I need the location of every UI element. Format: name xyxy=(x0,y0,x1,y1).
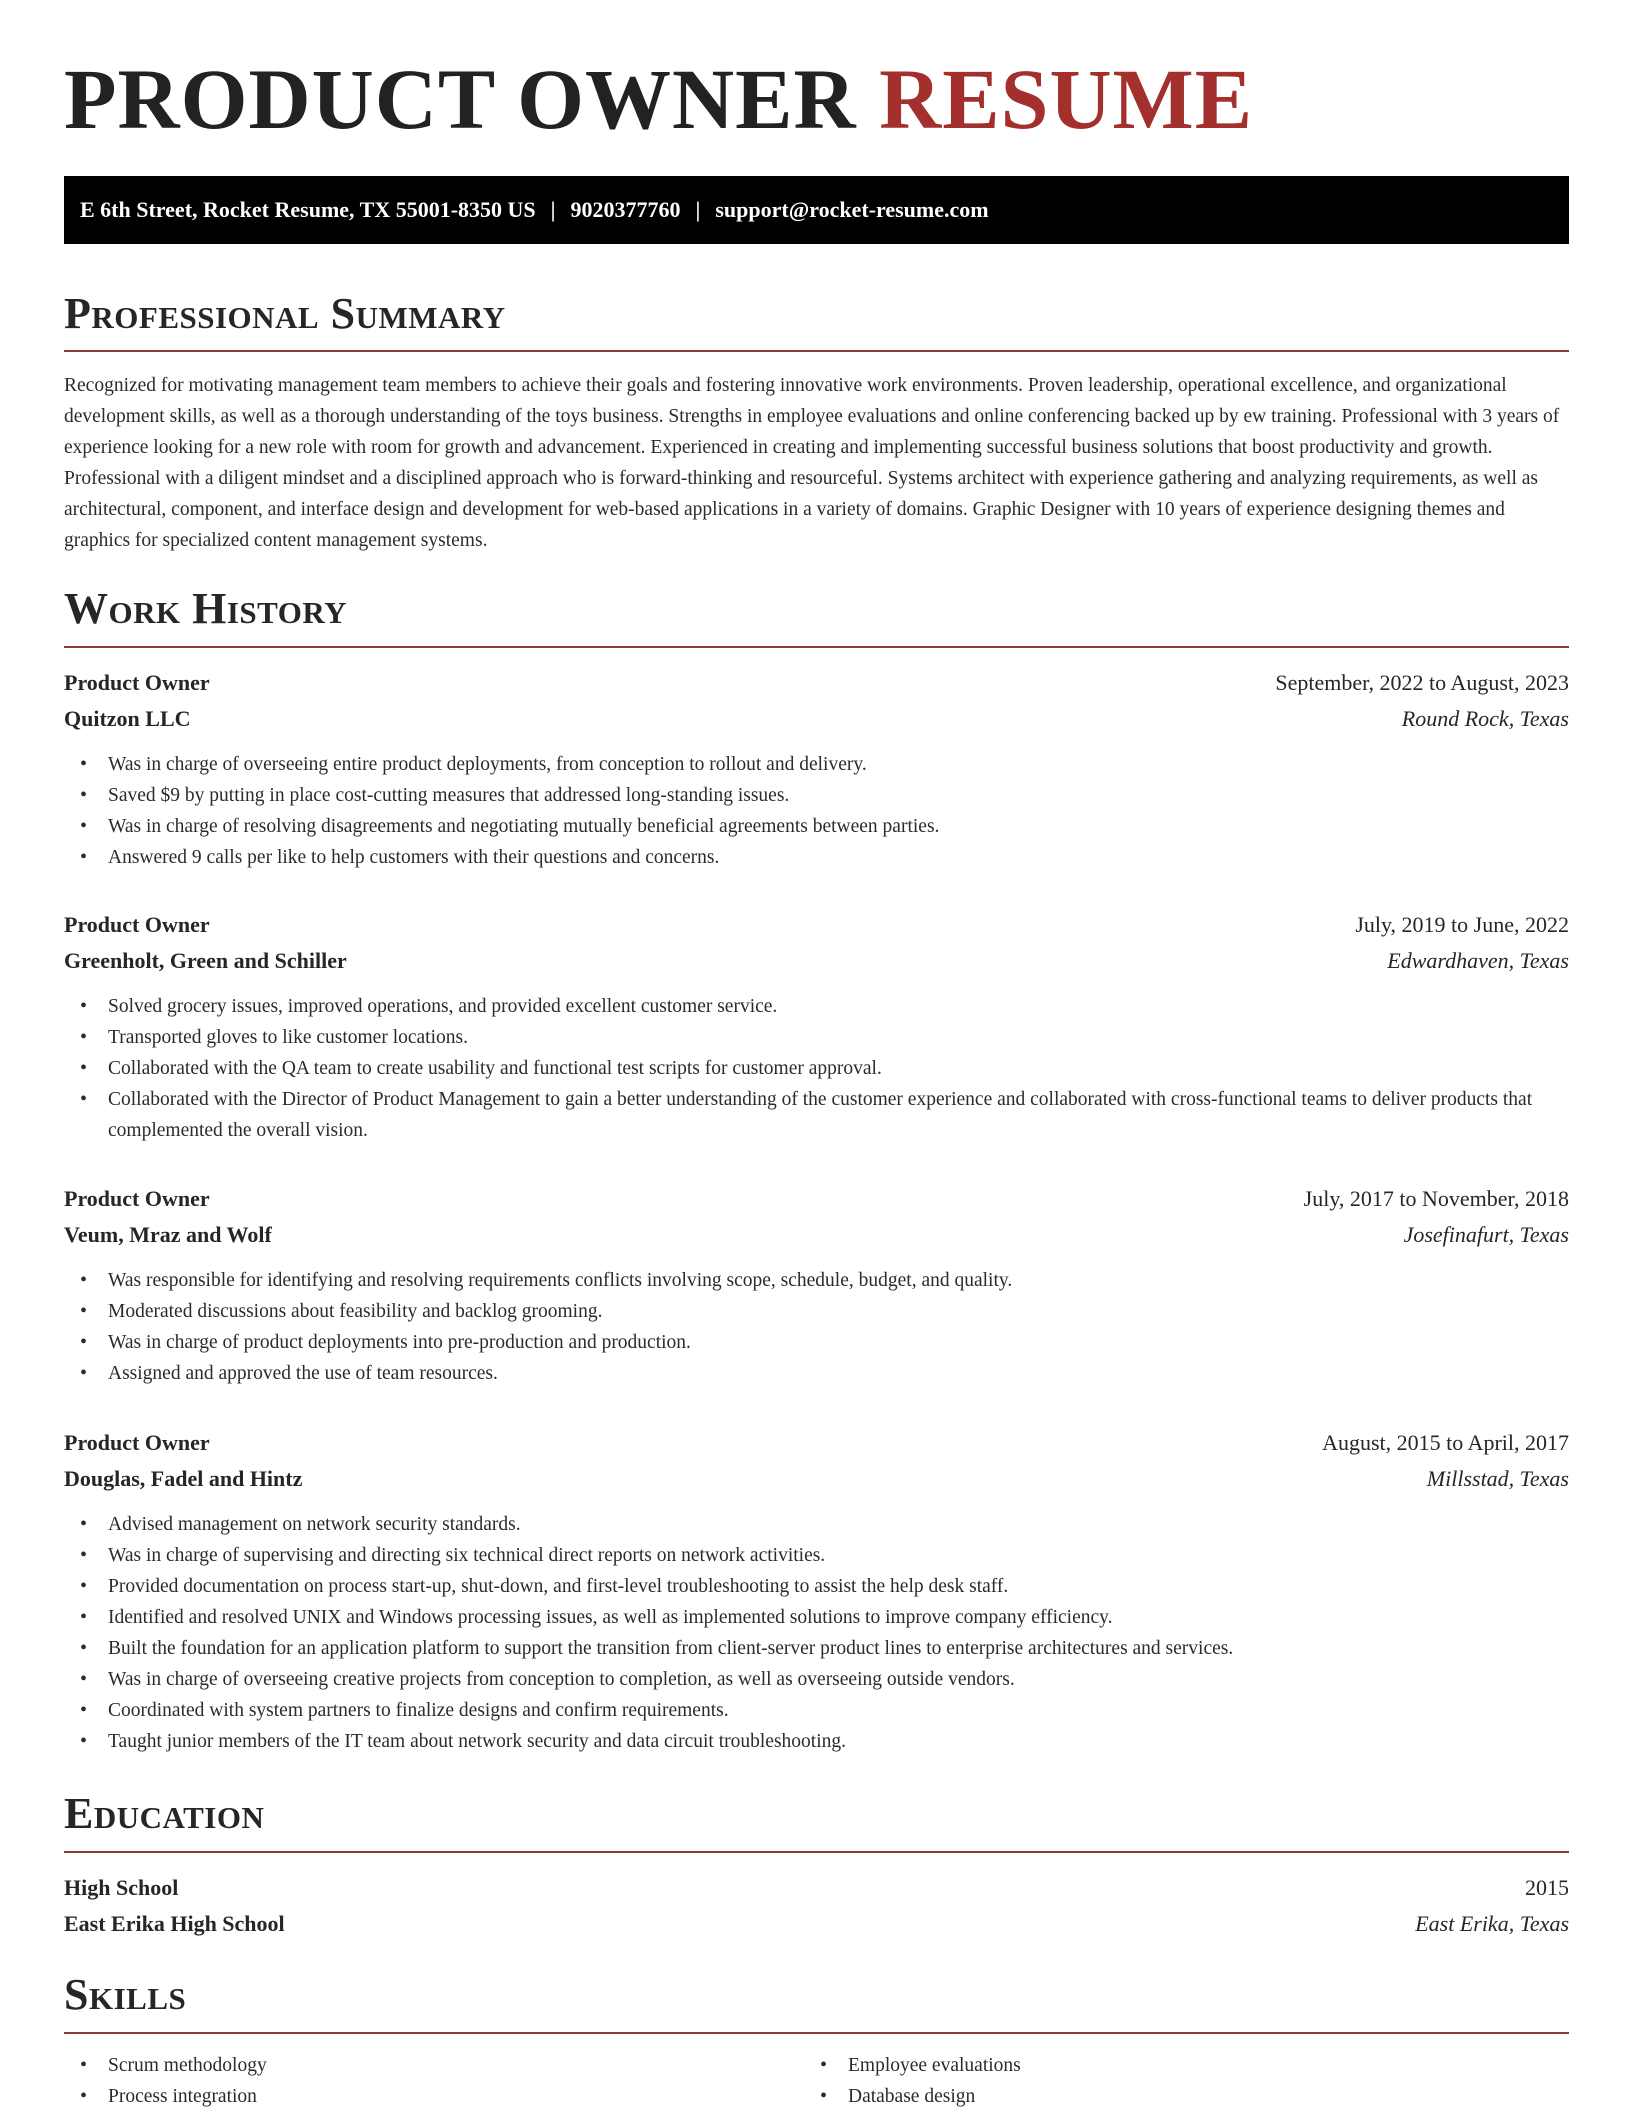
list-item: • Identified and resolved UNIX and Windows processing issues, as well as implemented solutions to improve company efficiency. xyxy=(64,1602,1569,1633)
list-item: • Provided documentation on process start-up, shut-down, and first-level troubleshooting to assist the help desk staff. xyxy=(64,1571,1569,1602)
job-entry xyxy=(64,1425,1569,1757)
list-item: • Assigned and approved the use of team resources. xyxy=(64,1358,1569,1389)
list-item: • Was in charge of product deployments into pre-production and production. xyxy=(64,1327,1569,1358)
list-item: • Coordinated with system partners to finalize designs and confirm requirements. xyxy=(64,1695,1569,1726)
address: E 6th Street, Rocket Resume, TX 55001-8350 US xyxy=(80,197,536,222)
education-year: 2015 xyxy=(1525,1875,1569,1900)
job-title: Product Owner xyxy=(64,670,210,695)
contact-separator: | xyxy=(695,197,701,222)
job-company: Douglas, Fadel and Hintz xyxy=(64,1466,303,1491)
summary-heading: Professional Summary xyxy=(64,289,506,338)
skills-column xyxy=(804,2050,1544,2112)
list-item: • Was in charge of overseeing creative projects from conception to completion, as well as overseeing outside vendors. xyxy=(64,1664,1569,1695)
list-item: • Moderated discussions about feasibility and backlog grooming. xyxy=(64,1296,1569,1327)
job-company: Veum, Mraz and Wolf xyxy=(64,1222,272,1247)
job-location: Josefinafurt, Texas xyxy=(1403,1222,1569,1247)
skill-item: • Scrum methodology xyxy=(64,2050,804,2081)
job-location: Edwardhaven, Texas xyxy=(1387,948,1569,973)
email[interactable]: support@rocket-resume.com xyxy=(715,197,989,222)
phone[interactable]: 9020377760 xyxy=(570,197,681,222)
job-location: Round Rock, Texas xyxy=(1401,706,1569,731)
job-dates: August, 2015 to April, 2017 xyxy=(1322,1430,1569,1455)
list-item: • Taught junior members of the IT team about network security and data circuit troubleshooting. xyxy=(64,1726,1569,1757)
education-heading: Education xyxy=(64,1789,265,1838)
job-bullets xyxy=(64,1265,1569,1389)
section-divider xyxy=(64,2032,1569,2034)
section-divider xyxy=(64,1851,1569,1853)
job-company: Quitzon LLC xyxy=(64,706,191,731)
resume-title xyxy=(64,51,1254,147)
job-entry xyxy=(64,665,1569,873)
summary-text: Recognized for motivating management team members to achieve their goals and fostering innovative work environments. Proven leadership, operational excellence, and organizational development skills, as well as a thorough understanding of the toys business. Strengths in employee evaluations and online conferencing backed up by ew training. Professional with 3 years of experience looking for a new role with room for growth and advancement. Experienced in creating and implementing successful business solutions that boost productivity and growth. Professional with a diligent mindset and a disciplined approach who is forward-thinking and resourceful. Systems architect with experience gathering and analyzing requirements, as well as architectural, component, and interface design and development for web-based applications in a variety of domains. Graphic Designer with 10 years of experience designing themes and graphics for specialized content management systems. xyxy=(64,375,1560,551)
skills-heading: Skills xyxy=(64,1970,187,2019)
job-dates: July, 2019 to June, 2022 xyxy=(1355,912,1569,937)
list-item: • Collaborated with the Director of Product Management to gain a better understanding of the customer experience and collaborated with cross-functional teams to deliver products that complemented the overall vision. xyxy=(64,1084,1569,1146)
job-title: Product Owner xyxy=(64,912,210,937)
job-bullets xyxy=(64,1509,1569,1757)
job-bullets xyxy=(64,749,1569,873)
job-bullets xyxy=(64,991,1569,1146)
skill-item: • Database design xyxy=(804,2081,1544,2112)
list-item: • Solved grocery issues, improved operations, and provided excellent customer service. xyxy=(64,991,1569,1022)
education-degree: High School xyxy=(64,1875,179,1900)
skill-item: • Employee evaluations xyxy=(804,2050,1544,2081)
list-item: • Collaborated with the QA team to create usability and functional test scripts for customer approval. xyxy=(64,1053,1569,1084)
list-item: • Was in charge of overseeing entire product deployments, from conception to rollout and delivery. xyxy=(64,749,1569,780)
education-school: East Erika High School xyxy=(64,1911,285,1936)
section-divider xyxy=(64,350,1569,352)
skills-column xyxy=(64,2050,804,2112)
contact-separator: | xyxy=(550,197,556,222)
job-title: Product Owner xyxy=(64,1186,210,1211)
education-location: East Erika, Texas xyxy=(1415,1911,1569,1936)
title-accent: RESUME xyxy=(879,51,1254,147)
job-entry xyxy=(64,1181,1569,1389)
job-company: Greenholt, Green and Schiller xyxy=(64,948,347,973)
list-item: • Built the foundation for an application platform to support the transition from client-server product lines to enterprise architectures and services. xyxy=(64,1633,1569,1664)
skills-list xyxy=(64,2050,1569,2112)
list-item: • Was in charge of resolving disagreements and negotiating mutually beneficial agreements between parties. xyxy=(64,811,1569,842)
skill-item: • Process integration xyxy=(64,2081,804,2112)
list-item: • Advised management on network security standards. xyxy=(64,1509,1569,1540)
job-entry xyxy=(64,907,1569,1146)
education-entry xyxy=(64,1870,1569,1942)
list-item: • Was responsible for identifying and resolving requirements conflicts involving scope, schedule, budget, and quality. xyxy=(64,1265,1569,1296)
title-main: PRODUCT OWNER xyxy=(64,51,857,147)
contact-bar xyxy=(64,176,1569,244)
job-location: Millsstad, Texas xyxy=(1426,1466,1569,1491)
job-dates: September, 2022 to August, 2023 xyxy=(1275,670,1569,695)
job-title: Product Owner xyxy=(64,1430,210,1455)
list-item: • Transported gloves to like customer locations. xyxy=(64,1022,1569,1053)
work-history-heading: Work History xyxy=(64,584,348,633)
section-divider xyxy=(64,646,1569,648)
list-item: • Saved $9 by putting in place cost-cutting measures that addressed long-standing issues. xyxy=(64,780,1569,811)
list-item: • Was in charge of supervising and directing six technical direct reports on network activities. xyxy=(64,1540,1569,1571)
list-item: • Answered 9 calls per like to help customers with their questions and concerns. xyxy=(64,842,1569,873)
job-dates: July, 2017 to November, 2018 xyxy=(1303,1186,1569,1211)
